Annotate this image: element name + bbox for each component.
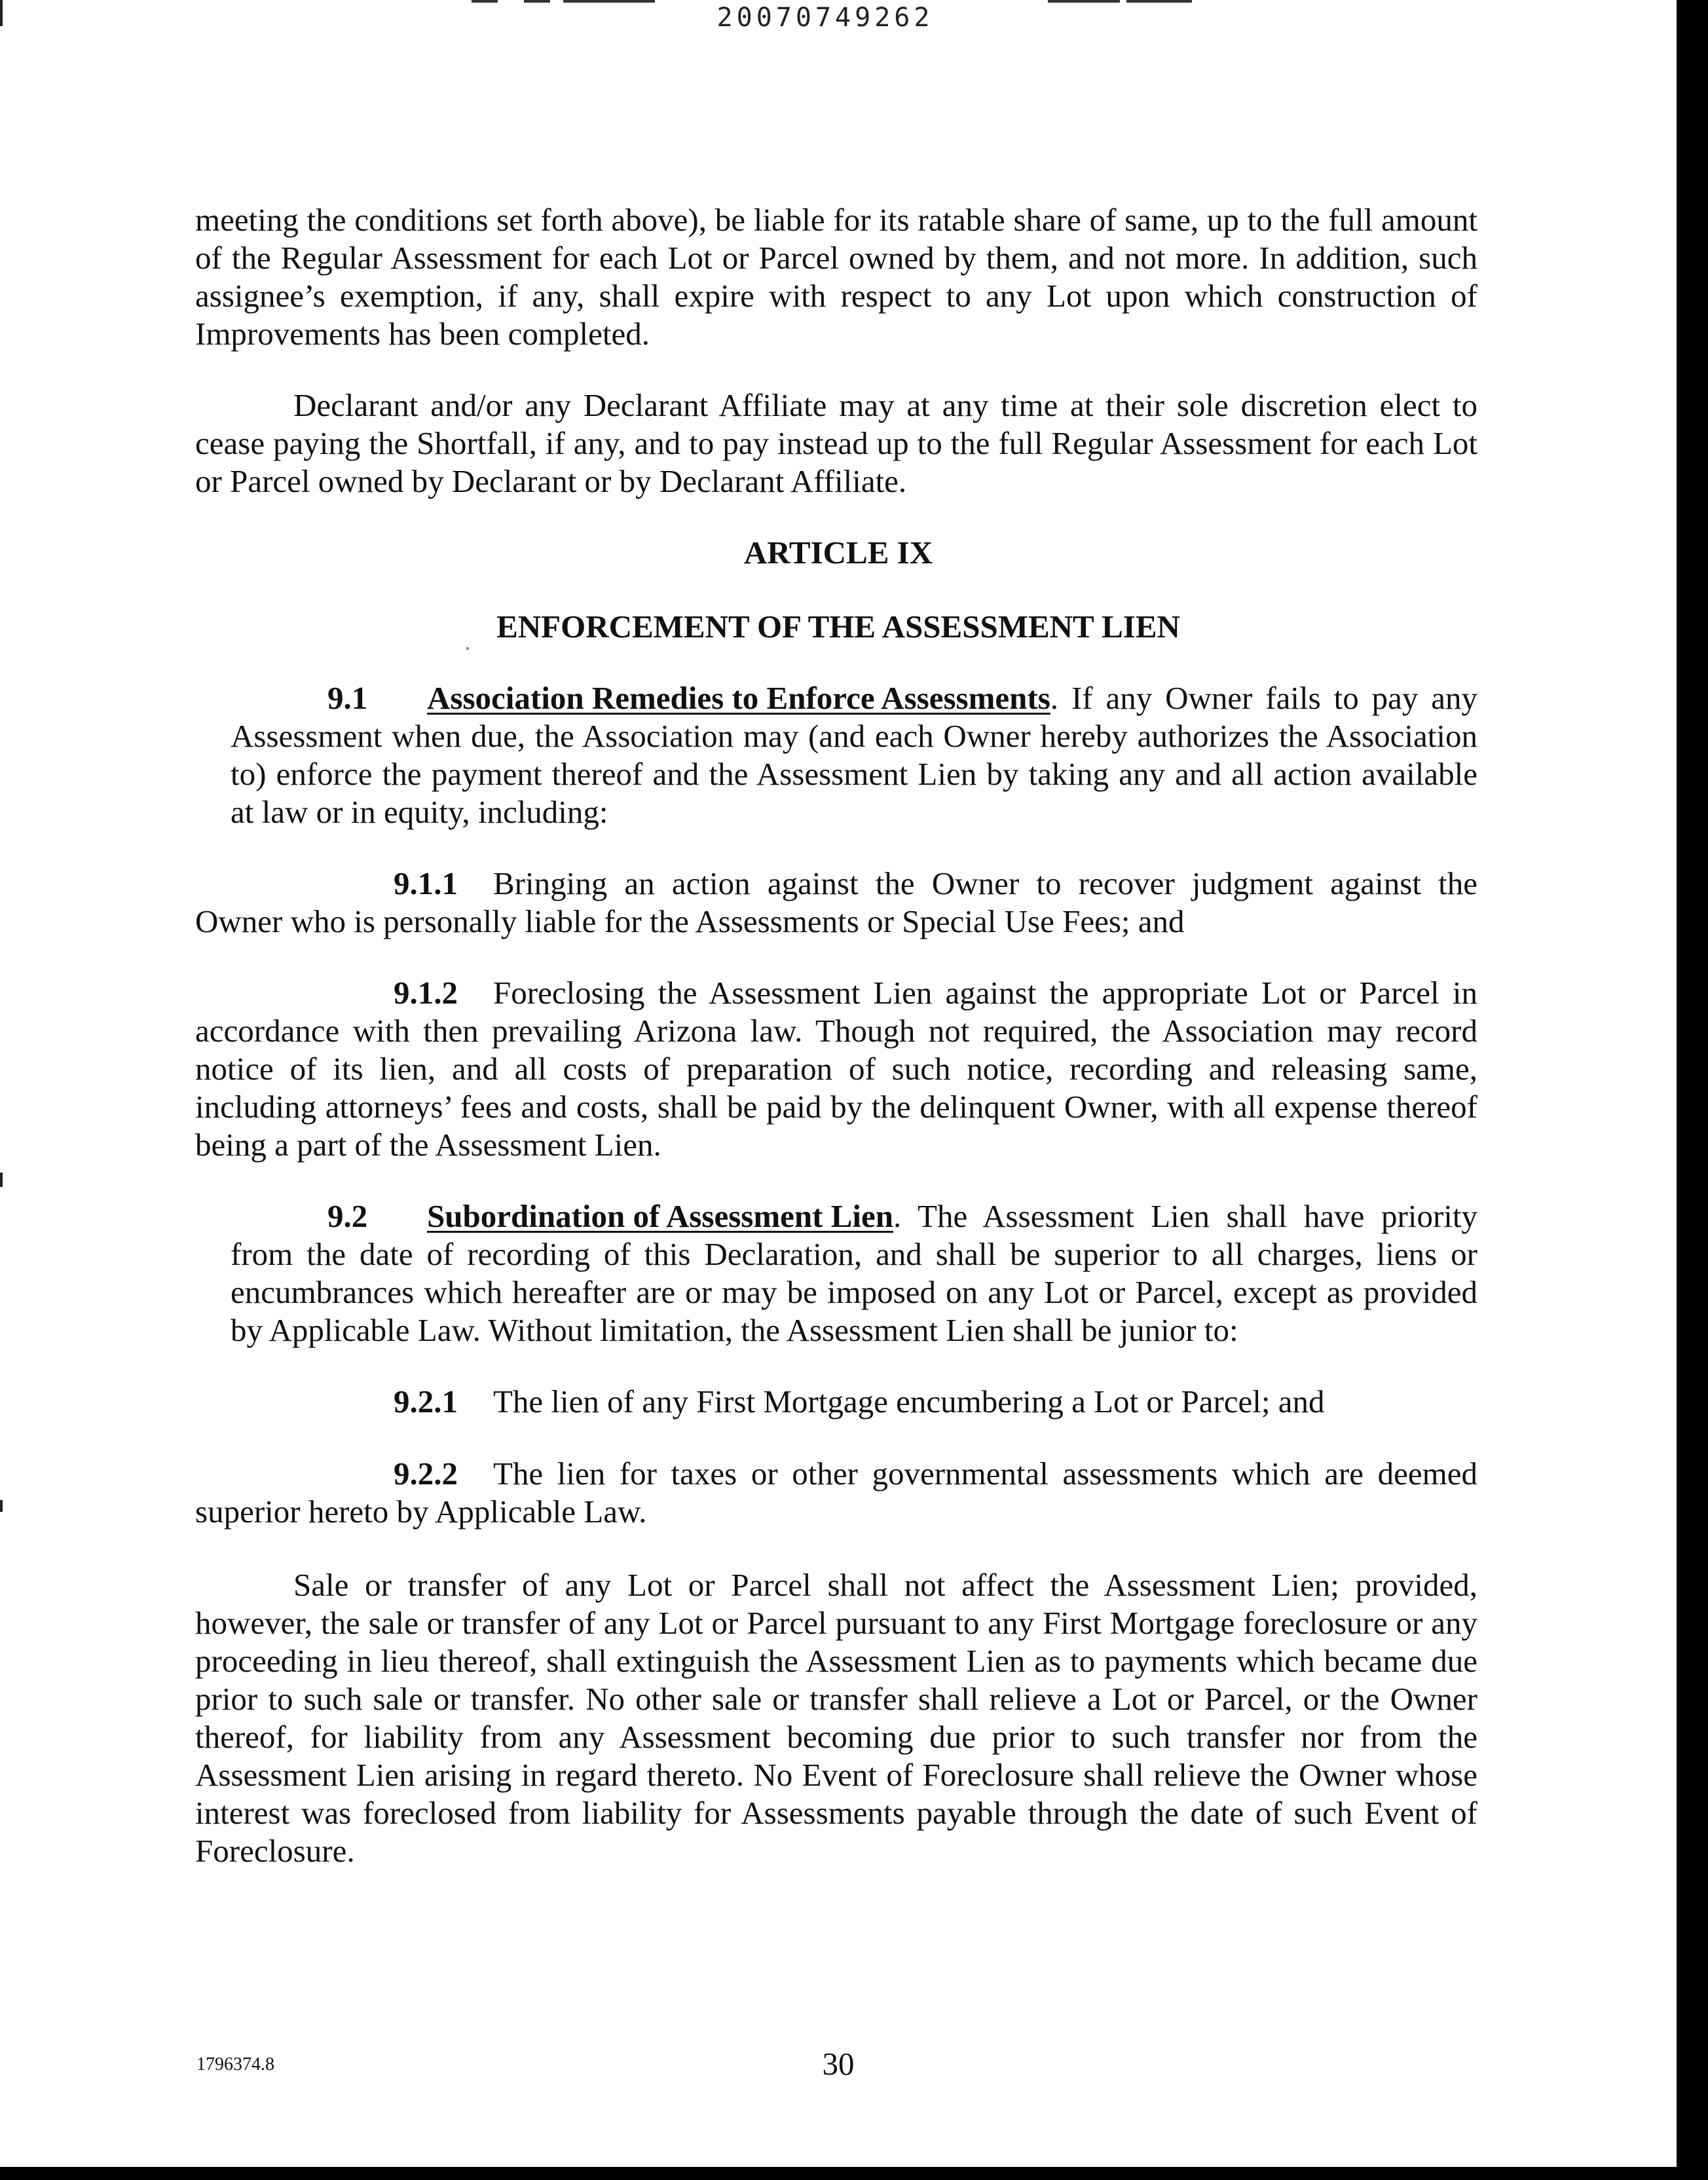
- section-number: 9.2: [327, 1198, 368, 1234]
- recording-number: 20070749262: [716, 3, 934, 33]
- section-title: Subordination of Assessment Lien: [427, 1198, 894, 1234]
- subsection-9-2-2: [195, 1455, 1477, 1531]
- page-number: 30: [822, 2046, 855, 2082]
- scan-margin-marks: [0, 0, 4, 2180]
- scan-border-right: [1677, 0, 1708, 2180]
- paragraph-declarant-election: Declarant and/or any Declarant Affiliate may at any time at their sole discretion elect to cease paying the Shortfall, if any, and to pay instead up to the full Regular Assessment for each Lot or Parcel owned by Declarant or by Declarant Affiliate.: [195, 387, 1477, 499]
- subsection-number: 9.2.2: [394, 1456, 458, 1492]
- scan-speck: [466, 647, 469, 650]
- subsection-text: The lien for taxes or other governmental assessments which are deemed superior hereto by Applicable Law.: [195, 1456, 1477, 1530]
- subsection-text: Bringing an action against the Owner to recover judgment against the Owner who is personally liable for the Assessments or Special Use Fees; and: [195, 865, 1477, 939]
- subsection-9-2-1: [195, 1383, 1477, 1421]
- subsection-text: Foreclosing the Assessment Lien against the appropriate Lot or Parcel in accordance with then prevailing Arizona law. Though not required, the Association may record notice of its lien, and all costs of preparation of such notice, recording and releasing same, including attorneys’ fees and costs, shall be paid by the delinquent Owner, with all expense thereof being a part of the Assessment Lien.: [195, 975, 1477, 1163]
- subsection-number: 9.2.1: [394, 1383, 458, 1419]
- article-number: ARTICLE IX: [743, 535, 933, 571]
- section-9-1: [231, 679, 1477, 831]
- paragraph-sale-transfer: Sale or transfer of any Lot or Parcel shall not affect the Assessment Lien; provided, however, the sale or transfer of any Lot or Parcel pursuant to any First Mortgage foreclosure or any proceeding in lieu thereof, shall extinguish the Assessment Lien as to payments which became due prior to such sale or transfer. No other sale or transfer shall relieve a Lot or Parcel, or the Owner thereof, for liability from any Assessment becoming due prior to such transfer nor from the Assessment Lien arising in regard thereto. No Event of Foreclosure shall relieve the Owner whose interest was foreclosed from liability for Assessments payable through the date of such Event of Foreclosure.: [195, 1567, 1477, 1869]
- section-9-2: [231, 1197, 1477, 1349]
- scan-border-bottom: [0, 2167, 1708, 2180]
- section-number: 9.1: [327, 680, 368, 716]
- subsection-number: 9.1.2: [394, 975, 458, 1011]
- section-text: . The Assessment Lien shall have priority from the date of recording of this Declaration, and shall be superior to all charges, liens or encumbrances which hereafter are or may be imposed on any Lot or Parcel, except as provided by Applicable Law. Without limitation, the Assessment Lien shall be junior to:: [231, 1198, 1477, 1348]
- section-text: . If any Owner fails to pay any Assessment when due, the Association may (and each Owner hereby authorizes the Association to) enforce the payment thereof and the Assessment Lien by taking any and all action available at law or in equity, including:: [231, 680, 1477, 830]
- section-title: Association Remedies to Enforce Assessments: [427, 680, 1050, 716]
- subsection-number: 9.1.1: [394, 865, 458, 901]
- subsection-text: The lien of any First Mortgage encumbering a Lot or Parcel; and: [493, 1383, 1325, 1419]
- paragraph-continuation: meeting the conditions set forth above), be liable for its ratable share of same, up to the full amount of the Regular Assessment for each Lot or Parcel owned by them, and not more. In addition, such assignee’s exemption, if any, shall expire with respect to any Lot upon which construction of Improvements has been completed.: [195, 202, 1477, 352]
- article-title: ENFORCEMENT OF THE ASSESSMENT LIEN: [496, 609, 1180, 645]
- footer-document-id: 1796374.8: [196, 2054, 274, 2075]
- subsection-9-1-1: [195, 865, 1477, 941]
- subsection-9-1-2: [195, 974, 1477, 1164]
